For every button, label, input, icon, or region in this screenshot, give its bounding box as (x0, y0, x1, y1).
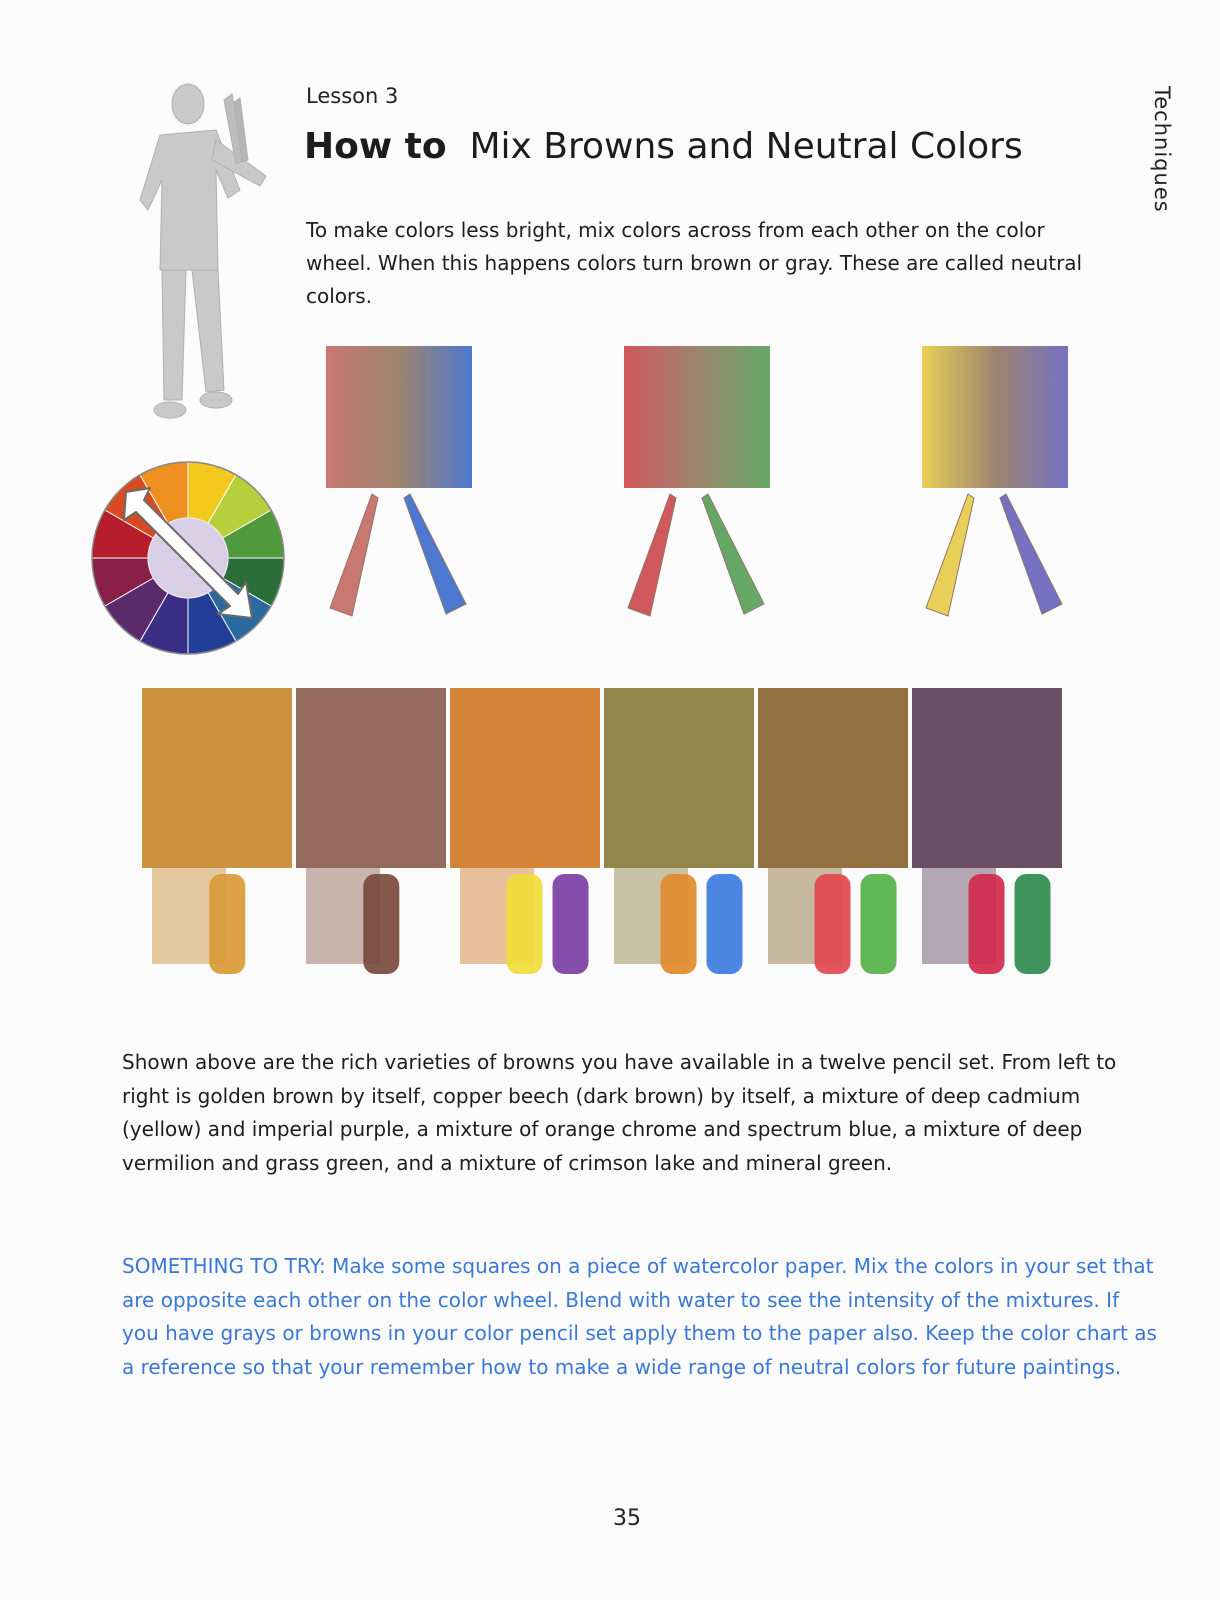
watercolor-swatch (450, 688, 600, 868)
mixed-swatch (922, 346, 1068, 488)
lesson-label: Lesson 3 (306, 84, 399, 108)
pencil-icon (404, 494, 466, 614)
page-number: 35 (613, 1506, 641, 1531)
watercolor-swatch (604, 688, 754, 868)
watercolor-swatch (912, 688, 1062, 868)
watercolor-swatch (296, 688, 446, 868)
pencil-icon (1000, 494, 1062, 614)
pencil-color-stick (969, 874, 1005, 974)
watercolor-strip (140, 688, 1064, 984)
pencil-swatch-row (316, 346, 1096, 636)
pencil-color-stick (363, 874, 399, 974)
pencil-color-stick (507, 874, 543, 974)
pencil-icon (926, 494, 974, 616)
watercolor-swatch (142, 688, 292, 868)
page-title-bold: How to (304, 126, 447, 167)
pencil-icon (628, 494, 676, 616)
page-title (304, 126, 1023, 167)
section-tab-label: Techniques (1150, 86, 1174, 213)
color-wheel (88, 458, 288, 658)
watercolor-swatch (758, 688, 908, 868)
pencil-color-stick (1015, 874, 1051, 974)
something-to-try-paragraph: SOMETHING TO TRY: Make some squares on a piece of watercolor paper. Mix the colors in your set that are opposite each other on the color wheel. Blend with water to see the intensity of the mixtures. If you have grays or browns in your color pencil set apply them to the paper also. Keep the color chart as a reference so that your remember how to make a wide range of neutral colors for future paintings. (122, 1254, 1157, 1379)
description-paragraph: Shown above are the rich varieties of browns you have available in a twelve pencil set. From left to right is golden brown by itself, copper beech (dark brown) by itself, a mixture of deep cadmium (yellow) and imperial purple, a mixture of orange chrome and spectrum blue, a mixture of deep vermilion and grass green, and a mixture of crimson lake and mineral green. (122, 1050, 1117, 1175)
color-wheel-figure (88, 458, 288, 658)
pencil-color-stick (553, 874, 589, 974)
pencil-color-stick (707, 874, 743, 974)
pencil-color-stick (661, 874, 697, 974)
pencil-swatches (316, 346, 1096, 636)
pencil-color-stick (209, 874, 245, 974)
pencil-color-stick (815, 874, 851, 974)
mixed-swatch (326, 346, 472, 488)
pencil-color-stick (861, 874, 897, 974)
mixed-swatch (624, 346, 770, 488)
pencil-icon (330, 494, 378, 616)
watercolor-strip-figure (140, 688, 1064, 984)
artist-figure-illustration (120, 80, 270, 440)
pencil-icon (702, 494, 764, 614)
page-title-rest: Mix Browns and Neutral Colors (469, 126, 1023, 167)
intro-paragraph: To make colors less bright, mix colors across from each other on the color wheel. When this happens colors turn brown or gray. These are called neutral colors. (306, 218, 1083, 308)
